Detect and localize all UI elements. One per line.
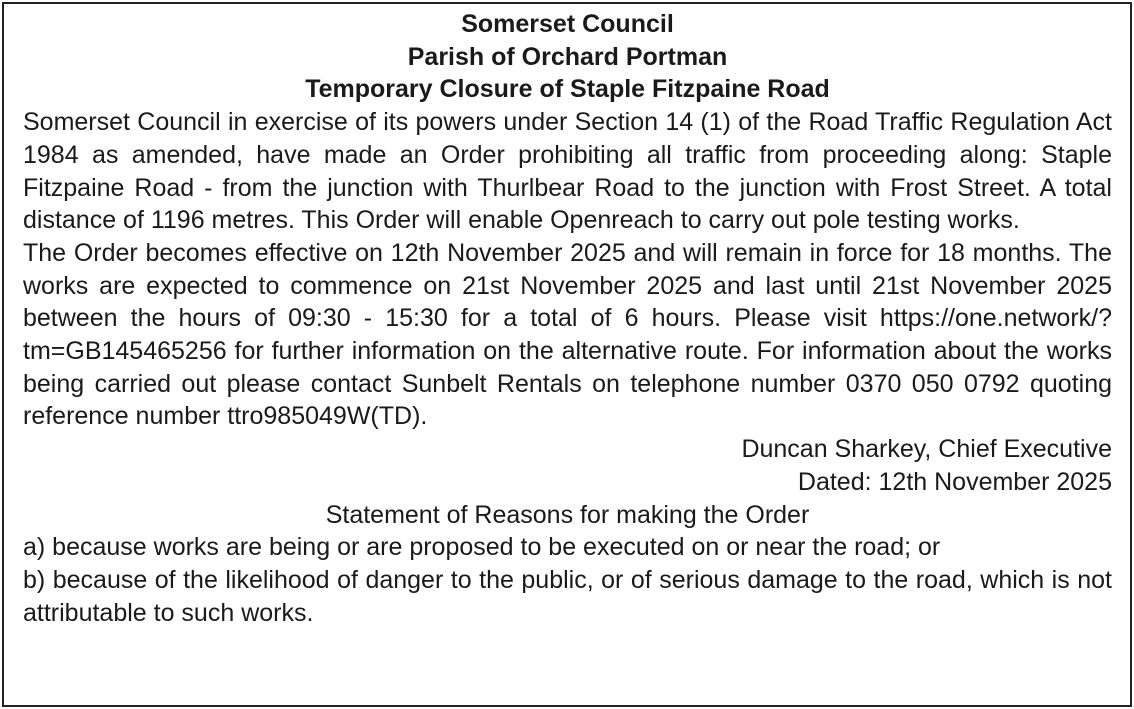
details-paragraph: The Order becomes effective on 12th November 2025 and will remain in force for 18 months. The works are expected to commence on 21st November 2025 and last until 21st November 2025 between the hours of 09:30 - 15:30 for a total of 6 hours. Please visit https://one.network/?tm=GB145465256 for further information on the alternative route. For information about the works being carried out please contact Sunbelt Rentals on telephone number 0370 050 0792 quoting reference number ttro985049W(TD).	[23, 238, 1112, 431]
reason-a: a) because works are being or are proposed to be executed on or near the road; or	[23, 533, 941, 562]
parish-heading: Parish of Orchard Portman	[407, 42, 728, 71]
council-heading: Somerset Council	[461, 10, 674, 38]
reason-b: b) because of the likelihood of danger to the public, or of serious damage to the road, which is not attributable to such works.	[23, 565, 1112, 627]
dated-line: Dated: 12th November 2025	[797, 467, 1112, 496]
order-paragraph: Somerset Council in exercise of its powers under Section 14 (1) of the Road Traffic Regulation Act 1984 as amended, have made an Order prohibiting all traffic from proceeding along: Staple Fitzpaine Road - from the junction with Thurlbear Road to the junction with Frost Street. A total distance of 1196 metres. This Order will enable Openreach to carry out pole testing works.	[23, 108, 1112, 235]
signatory: Duncan Sharkey, Chief Executive	[741, 435, 1112, 464]
public-notice	[2, 2, 1132, 707]
closure-heading: Temporary Closure of Staple Fitzpaine Road	[305, 75, 830, 104]
reasons-heading: Statement of Reasons for making the Order	[325, 500, 810, 529]
